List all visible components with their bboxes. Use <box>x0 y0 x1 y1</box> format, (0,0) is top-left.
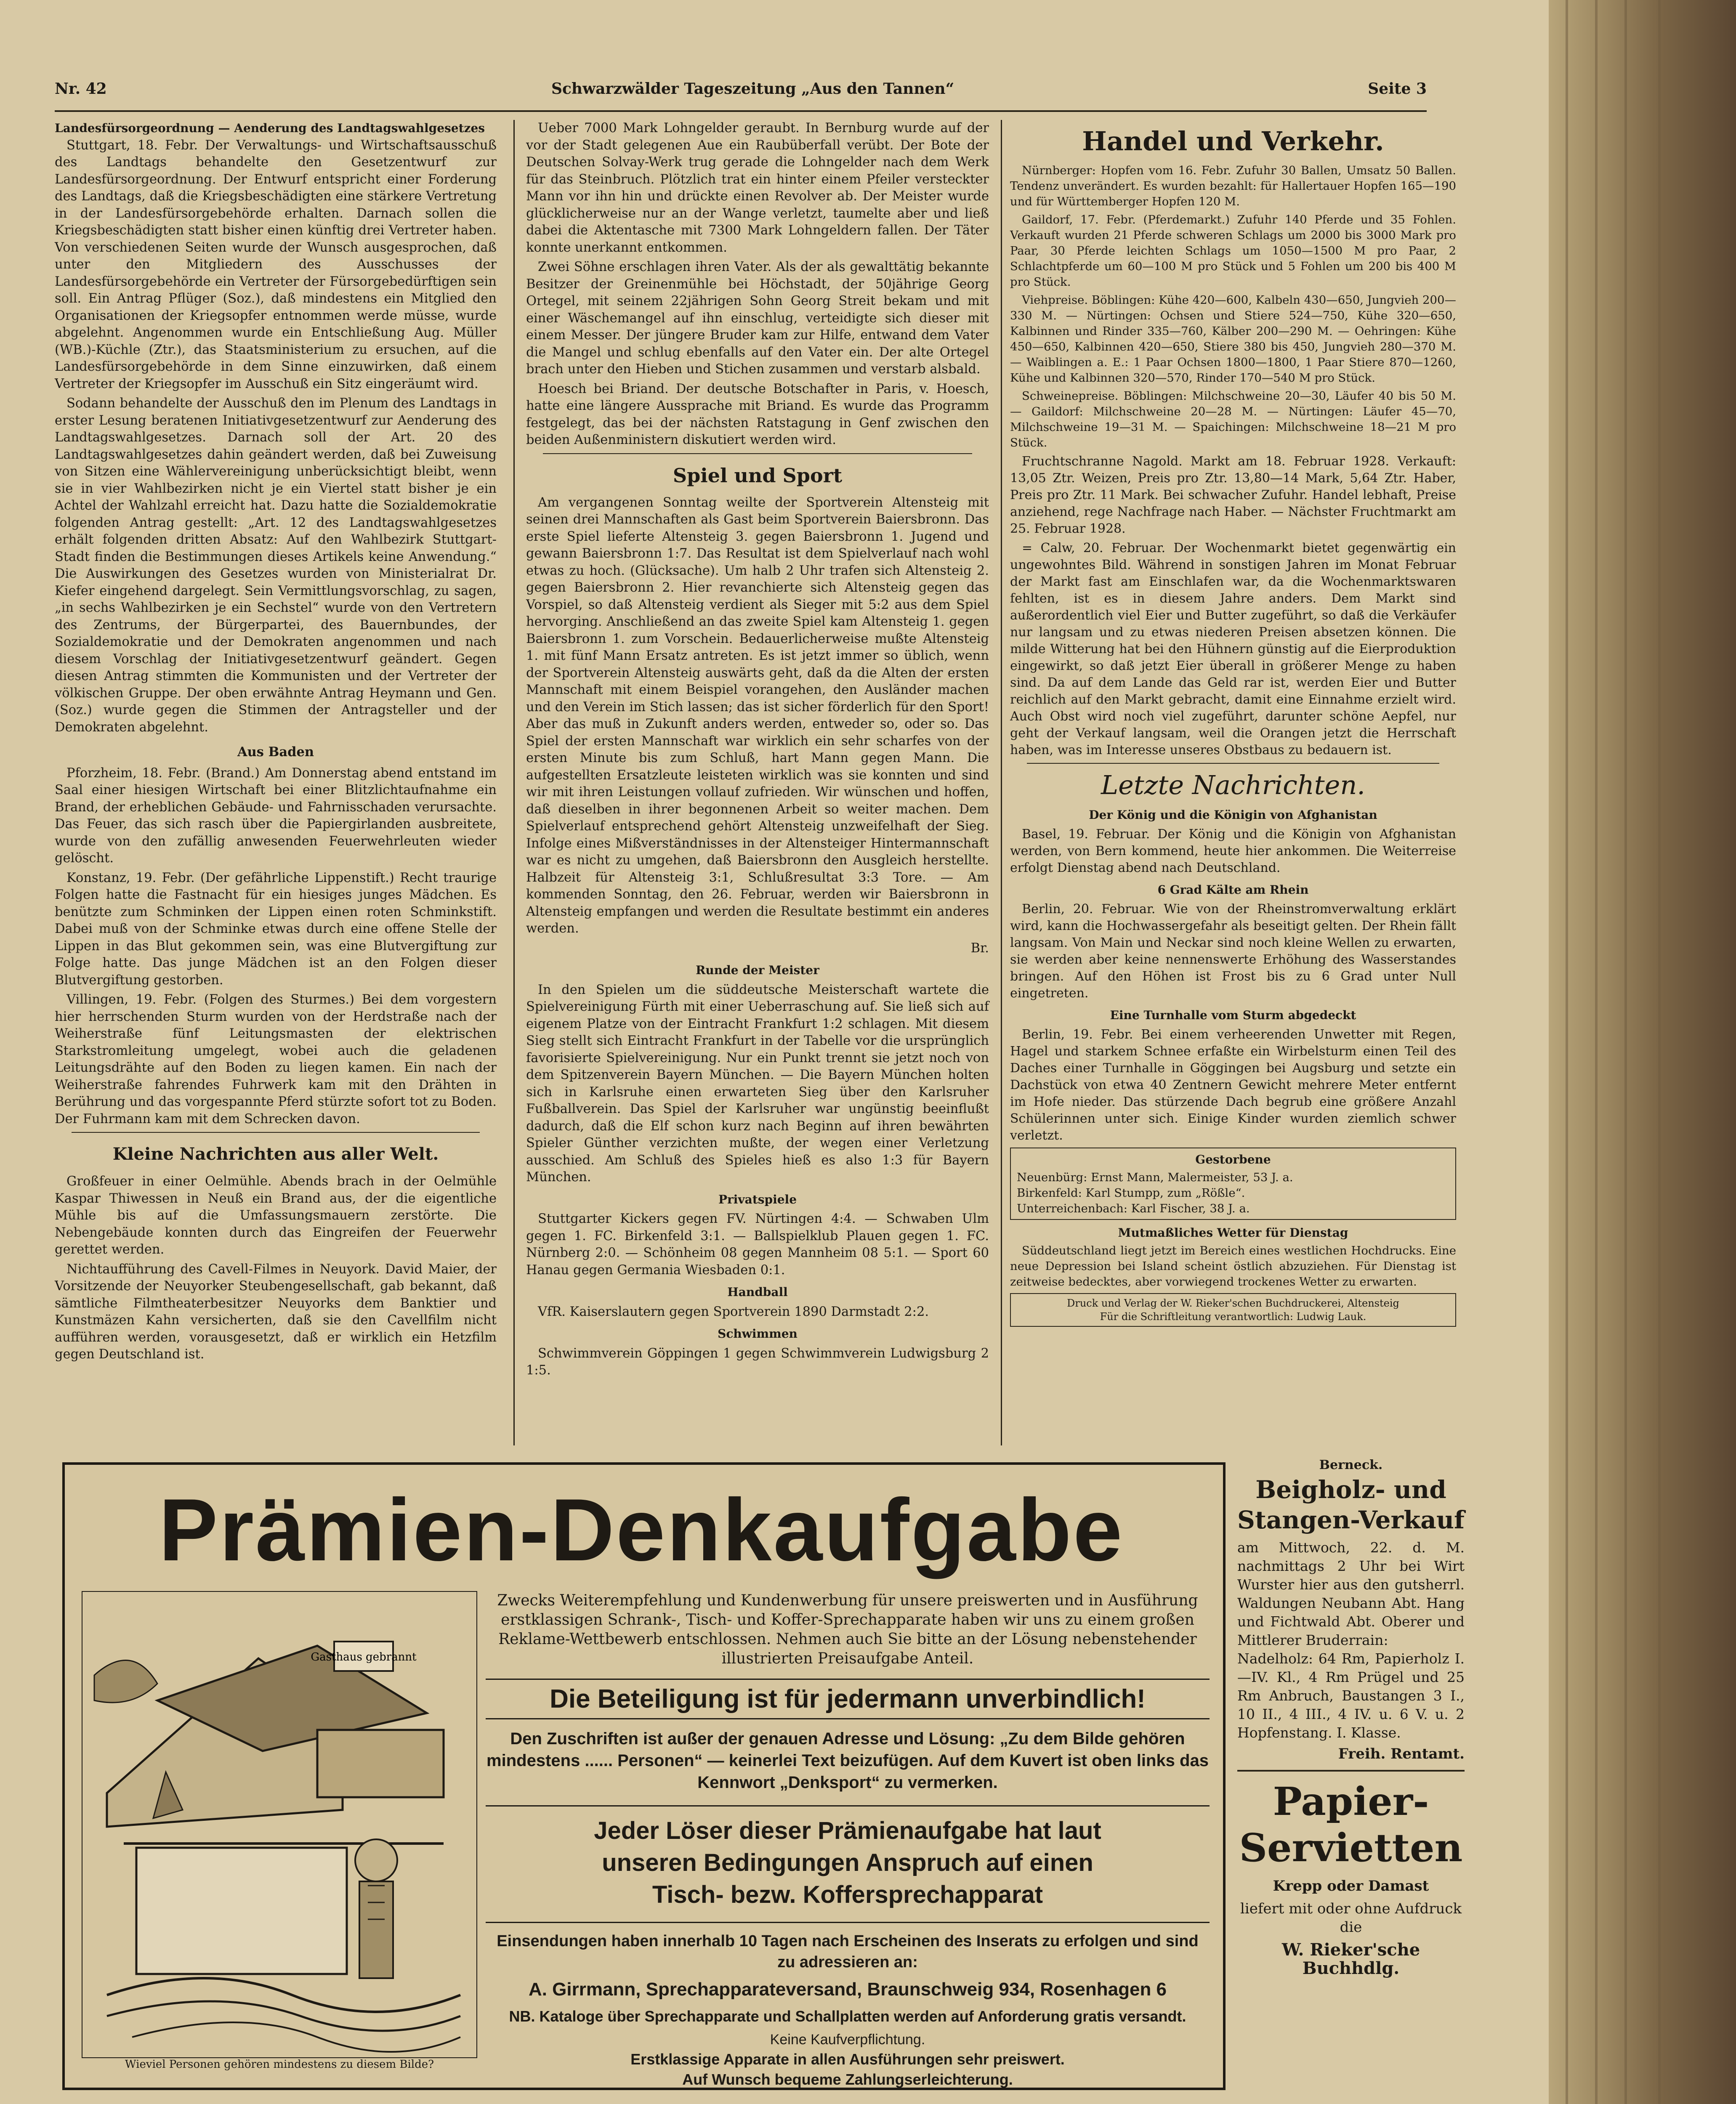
article-paragraph: In den Spielen um die süddeutsche Meisterschaft wartete die Spielvereinigung Fürth mit einer Ueberraschung auf. Sie ließ sich auf eigenem Platze von der Eintracht Frankfurt 1:2 schlagen. Mit diesem Sieg stellt sich Eintracht Frankfurt in der Tabelle vor die ursprünglich favorisierte Spielvereinigung. Nur ein Punkt trennt sie jetzt noch von dem Spitzenverein Bayern München. — Die Bayern München holten sich in Karlsruhe einen erwarteten Sieg über den Karlsruher Fußballverein. Das Spiel der Karlsruher war ungünstig beeinflußt dadurch, daß die Elf schon kurz nach Beginn auf ihren bewährten Spieler Günther verzichten mußte, der wegen einer Verletzung ausschied. Am Schluß des Spieles hieß es also 1:3 für Bayern München. <box>526 982 989 1185</box>
news-paragraph: Berlin, 20. Februar. Wie von der Rheinstromverwaltung erklärt wird, kann die Hochwassergefahr als beseitigt gelten. Der Rhein fällt langsam. Von Main und Neckar sind noch kleine Wellen zu erwarten, sie werden aber keine nennenswerte Erhöhung des Wasserstandes bringen. Auf den Höhen ist Frost bis zu 6 Grad unter Null eingetreten. <box>1010 902 1456 1001</box>
subheading: Runde der Meister <box>696 963 819 977</box>
divider <box>72 1132 480 1133</box>
section-heading: Handel und Verkehr. <box>1082 126 1384 157</box>
ad-firm: W. Rieker'sche Buchhdlg. <box>1281 1940 1420 1978</box>
ad-title: Servietten <box>1239 1825 1463 1870</box>
subheading: Handball <box>727 1285 788 1299</box>
imprint <box>1010 1293 1456 1327</box>
article-paragraph: Zwei Söhne erschlagen ihren Vater. Als der als gewalttätig bekannte Besitzer der Greinenmühle bei Höchstadt, der 50jährige Georg Ortegel, mit seinem 22jährigen Sohn Georg Streit bekam und mit einer Wäschemangel auf ihn einschlug, verteidigte sich dieser mit einem Messer. Der jüngere Bruder kam zur Hilfe, entwand dem Vater die Mangel und schlug ebenfalls auf den Vater ein. Der alte Ortegel brach unter den Hieben und Stichen zusammen und verstarb alsbald. <box>526 260 989 377</box>
ad-title: Papier- <box>1273 1779 1429 1824</box>
market-paragraph: Nürnberger: Hopfen vom 16. Febr. Zufuhr 30 Ballen, Umsatz 50 Ballen. Tendenz unverändert. Es wurden bezahlt: für Hallertauer Hopfen 165—190 und für Württemberger Hopfen 120 M. <box>1010 164 1456 208</box>
weather-paragraph: Süddeutschland liegt jetzt im Bereich eines westlichen Hochdrucks. Eine neue Depression bei Island scheint östlich abzuziehen. Für Dienstag ist zeitweise bedecktes, aber vorwiegend trockenes Wetter zu erwarten. <box>1010 1244 1456 1288</box>
article-paragraph: Pforzheim, 18. Febr. (Brand.) Am Donnerstag abend entstand im Saal einer hiesigen Wirtschaft bei einer Blitzlichtaufnahme ein Brand, der erheblichen Gebäude- und Fahrnisschaden verursachte. Das Feuer, das sich rasch über die Papiergirlanden ausbreitete, wurde von den zufällig anwesenden Feuerwehrleuten wieder gelöscht. <box>55 765 497 866</box>
subheading: Schwimmen <box>718 1327 798 1341</box>
market-paragraph: Fruchtschranne Nagold. Markt am 18. Februar 1928. Verkauft: 13,05 Ztr. Weizen, Preis pro Ztr. 13,80—14 Mark, 5,64 Ztr. Haber, Preis pro Ztr. 11 Mark. Bei schwacher Zufuhr. Handel lebhaft, Preise anziehend, rege Nachfrage nach Haber. — Nächster Fruchtmarkt am 25. Februar 1928. <box>1010 454 1456 536</box>
section-heading: Aus Baden <box>237 744 314 760</box>
market-paragraph: Viehpreise. Böblingen: Kühe 420—600, Kalbeln 430—650, Jungvieh 200—330 M. — Nürtingen: Ochsen und Stiere 524—750, Kühe 320—650, Kalbinnen und Rinder 335—760, Kälber 200—290 M. — Oehringen: Kühe 450—650, Kalbinnen 420—650, Stiere 380 bis 450, Jungvieh 280—370 M. — Waiblingen a. E.: 1 Paar Ochsen 1800—1800, 1 Paar Stiere 870—1260, Kühe und Kalbinnen 320—570, Rinder 170—540 M pro Stück. <box>1010 293 1456 385</box>
ad-text: am Mittwoch, 22. d. M. nachmittags 2 Uhr bei Wirt Wurster hier aus den gutsherrl. Waldungen Neubann Abt. Hang und Fichtwald Abt. Oberer und Mittlerer Bruderrain: <box>1237 1539 1465 1648</box>
header-rule <box>55 110 1427 112</box>
ad-text: liefert mit oder ohne Aufdruck die <box>1240 1900 1462 1936</box>
page-stack-line <box>1624 0 1627 2104</box>
ad-text: Krepp oder Damast <box>1273 1878 1429 1894</box>
ad-intro: Zwecks Weiterempfehlung und Kundenwerbung für unsere preiswerten und in Ausführung erstklassigen Schrank-, Tisch- und Koffer-Sprechapparate haben wir uns zu einem großen Reklame-Wettbewerb entschlossen. Nehmen auch Sie bitte an der Lösung nebenstehender illustrierten Preisaufgabe Anteil. <box>497 1592 1198 1667</box>
advertisement-holzverkauf <box>1237 1456 1465 1978</box>
market-paragraph: Gaildorf, 17. Febr. (Pferdemarkt.) Zufuhr 140 Pferde und 35 Fohlen. Verkauft wurden 21 Pferde schweren Schlags um 2000 bis 3000 Mark pro Paar, 30 Pferde leichten Schlags um 1050—1500 M pro Paar, 2 Schlachtpferde um 60—100 M pro Stück und 5 Fohlen um 200 bis 400 M pro Stück. <box>1010 213 1456 289</box>
author-sign: Br. <box>970 940 989 956</box>
article-paragraph: Nichtaufführung des Cavell-Filmes in Neuyork. David Maier, der Vorsitzende der Neuyorker Steubengesellschaft, gab bekannt, daß sämtliche Filmtheaterbesitzer Neuyorks dem Banktier und Kunstmäzen Kahn versicherten, daß sie den Cavellfilm nicht aufführen werden, vorausgesetzt, daß er wirklich ein Hetzfilm gegen Deutschland ist. <box>55 1262 497 1362</box>
section-heading: Kleine Nachrichten aus aller Welt. <box>112 1144 439 1164</box>
column-1 <box>55 120 497 1366</box>
page-stack-line <box>1692 0 1694 2104</box>
article-paragraph: Großfeuer in einer Oelmühle. Abends brach in der Oelmühle Kaspar Thiwessen in Neuß ein Brand aus, der die eigentliche Mühle bis auf die Umfassungsmauern zerstörte. Die Nebengebäude konnten durch das Eingreifen der Feuerwehr gerettet werden. <box>55 1174 497 1257</box>
article-paragraph: Ueber 7000 Mark Lohngelder geraubt. In Bernburg wurde auf der vor der Stadt gelegenen Aue ein Raubüberfall verübt. Der Bote der Deutschen Solvay-Werk trug gerade die Lohngelder nach dem Werk für das Steinbruch. Plötzlich trat ein hinter einem Pfeiler versteckter Mann vor ihn hin und drückte einen Revolver ab. Der Meister wurde glücklicherweise nur an der Wange verletzt, taumelte aber und ließ dabei die Aktentasche mit 7300 Mark Lohngeldern fallen. Der Täter konnte unerkannt entkommen. <box>526 121 989 255</box>
subheading: Der König und die Königin von Afghanistan <box>1089 808 1377 822</box>
subheading: Privatspiele <box>718 1192 797 1206</box>
puzzle-question: Wieviel Personen gehören mindestens zu diesem Bilde? <box>125 2058 434 2071</box>
masthead: Schwarzwälder Tageszeitung „Aus den Tannen“ <box>551 80 954 98</box>
ad-prize-line: Jeder Löser dieser Prämienaufgabe hat laut <box>486 1805 1210 1847</box>
page-number: Seite 3 <box>1368 80 1427 98</box>
ad-rules: Den Zuschriften ist außer der genauen Adresse und Lösung: „Zu dem Bilde gehören mindestens ...... Personen“ — keinerlei Text beizufügen. Auf dem Kuvert ist oben links das Kennwort „Denksport“ zu vermerken. <box>487 1729 1209 1792</box>
ad-prize-line: unseren Bedingungen Anspruch auf einen <box>602 1849 1093 1876</box>
ad-address: A. Girrmann, Sprechapparateversand, Braunschweig 934, Rosenhagen 6 <box>528 1979 1167 2000</box>
inn-sign: Gasthaus gebrannt <box>311 1651 417 1663</box>
article-paragraph: Villingen, 19. Febr. (Folgen des Sturmes.) Bei dem vorgestern hier herrschenden Sturm wurden von der Herdstraße nach der Weiherstraße fünf Leitungsmasten der elektrischen Starkstromleitung umgelegt, wobei auch die geladenen Leitungsdrähte auf den Boden zu liegen kamen. Ein nach der Weiherstraße fahrendes Fuhrwerk kam mit den Drähten in Berührung und das vorgespannte Pferd stürzte sofort tot zu Boden. Der Fuhrmann kam mit dem Schrecken davon. <box>55 992 497 1126</box>
obituary-line: Neuenbürg: Ernst Mann, Malermeister, 53 J. a. <box>1017 1171 1293 1184</box>
page-stack-line <box>1595 0 1598 2104</box>
article-paragraph: Schwimmverein Göppingen 1 gegen Schwimmverein Ludwigsburg 2 1:5. <box>526 1346 989 1378</box>
article-paragraph: Sodann behandelte der Ausschuß den im Plenum des Landtags in erster Lesung beratenen Initiativgesetzentwurf zur Aenderung des Landtagswahlgesetzes. Darnach soll der Art. 20 des Landtagswahlgesetzes dahin geändert werden, daß bei Zuweisung von Sitzen eine Wählervereinigung unberücksichtigt bleibt, wenn sie in vier Wahlbezirken nicht je ein Viertel statt bisher je ein Achtel der Wahlzahl erreicht hat. Dazu hatte die Sozialdemokratie folgenden Antrag gestellt: „Art. 12 des Landtagswahlgesetzes erhält folgenden dritten Absatz: Auf den Wahlbezirk Stuttgart-Stadt finden die Bestimmungen dieses Artikels keine Anwendung.“ Die Auswirkungen des Gesetzes wurden von Ministerialrat Dr. Kiefer eingehend dargelegt. Sein Vermittlungsvorschlag, zu sagen, „in sechs Wahlbezirken je ein Sechstel“ wurde von den Vertretern des Zentrums, der Bürgerpartei, des Bauernbundes, der Sozialdemokratie und der Demokraten angenommen und nach diesem Vorschlag der Initiativgesetzentwurf geändert. Gegen diesen Antrag stimmten die Kommunisten und der Vertreter der völkischen Gruppe. Der oben erwähnte Antrag Heymann und Gen. (Soz.) wurde gegen die Stimmen der Antragsteller und der Demokraten abgelehnt. <box>55 396 497 735</box>
subheading: 6 Grad Kälte am Rhein <box>1157 883 1309 897</box>
news-paragraph: Basel, 19. Februar. Der König und die Königin von Afghanistan werden, von Bern kommend, heute hier ankommen. Die Weiterreise erfolgt Dienstag abend nach Deutschland. <box>1010 827 1456 875</box>
ad-text: Nadelholz: 64 Rm, Papierholz I.—IV. Kl., 4 Rm Prügel und 25 Rm Anbruch, Baustangen 3 I., 10 II., 4 III., 4 IV. u. 6 V. u. 2 Hopfenstang. I. Klasse. <box>1237 1650 1465 1741</box>
divider <box>1237 1770 1465 1772</box>
ad-note: Auf Wunsch bequeme Zahlungserleichterung. <box>682 2071 1013 2088</box>
obituary-line: Birkenfeld: Karl Stumpp, zum „Rößle“. <box>1017 1186 1245 1200</box>
ad-title: Prämien-Denkaufgabe <box>159 1480 1124 1579</box>
market-paragraph: Schweinepreise. Böblingen: Milchschweine 20—30, Läufer 40 bis 50 M. — Gaildorf: Milchschweine 20—28 M. — Nürtingen: Läufer 45—70, Milchschweine 19—31 M. — Spaichingen: Milchschweine 18—21 M pro Stück. <box>1010 389 1456 449</box>
page-stack-line <box>1658 0 1661 2104</box>
divider <box>543 453 972 454</box>
column-rule <box>1001 120 1002 1445</box>
article-paragraph: Hoesch bei Briand. Der deutsche Botschafter in Paris, v. Hoesch, hatte eine längere Aussprache mit Briand. Es wurde das Programm festgelegt, das bei der nächsten Ratstagung in Genf zwischen den beiden Außenministern diskutiert werden wird. <box>526 381 989 447</box>
article-title: Landesfürsorgeordnung — Aenderung des Landtagswahlgesetzes <box>55 121 485 135</box>
obituary-line: Unterreichenbach: Karl Fischer, 38 J. a. <box>1017 1202 1250 1215</box>
ad-note: Erstklassige Apparate in allen Ausführungen sehr preiswert. <box>630 2051 1065 2068</box>
column-3 <box>1010 120 1456 1330</box>
subheading: Eine Turnhalle vom Sturm abgedeckt <box>1110 1008 1356 1022</box>
ad-sign: Freih. Rentamt. <box>1338 1745 1465 1762</box>
section-heading: Spiel und Sport <box>673 464 843 487</box>
imprint-line: Druck und Verlag der W. Rieker'schen Buchdruckerei, Altensteig <box>1067 1297 1399 1309</box>
subheading: Gestorbene <box>1195 1153 1271 1166</box>
ad-headline: Die Beteiligung ist für jedermann unverbindlich! <box>486 1679 1210 1719</box>
ad-body <box>486 1591 1210 2090</box>
article-paragraph: Stuttgart, 18. Febr. Der Verwaltungs- und Wirtschaftsausschuß des Landtags behandelte den Gesetzentwurf zur Landesfürsorgeordnung. Der Entwurf entspricht einer Forderung des Landtags, daß die Kriegsbeschädigten eine stärkere Vertretung in der Landesfürsorgebehörde erhalten. Darnach sollen die Kriegsbeschädigten statt bisher einen künftig drei Vertreter haben. Von verschiedenen Seiten wurde der Wunsch ausgesprochen, daß unter den Mitgliedern des Ausschusses der Landesfürsorgebehörde ein Vertreter der Fürsorgebedürftigen sein soll. Ein Antrag Pflüger (Soz.), daß mindestens ein Mitglied den Organisationen der Kriegsopfer entnommen werde müsse, wurde abgelehnt. Angenommen wurde ein Entschließung Aug. Müller (WB.)-Küchle (Ztr.), das Staatsministerium zu ersuchen, auf die Landesfürsorgebehörde in dem Sinne einzuwirken, daß einem Vertreter der Kriegsopfer im Ausschuß ein Sitz eingeräumt wird. <box>55 138 497 391</box>
imprint-line: Für die Schriftleitung verantwortlich: Ludwig Lauk. <box>1100 1311 1366 1323</box>
article-paragraph: Stuttgarter Kickers gegen FV. Nürtingen 4:4. — Schwaben Ulm gegen 1. FC. Birkenfeld 3:1. — Ballspielklub Plauen gegen 1. FC. Nürnberg 2:0. — Schönheim 08 gegen Mannheim 08 5:1. — Sport 60 Hanau gegen Germania Wiesbaden 0:1. <box>526 1211 989 1278</box>
article-paragraph: VfR. Kaiserslautern gegen Sportverein 1890 Darmstadt 2:2. <box>538 1304 929 1319</box>
ad-note: Keine Kaufverpflichtung. <box>770 2032 925 2048</box>
market-paragraph: = Calw, 20. Februar. Der Wochenmarkt bietet gegenwärtig ein ungewohntes Bild. Während in sonstigen Jahren im Monat Februar der Markt fast am Einschlafen war, da die Wochenmarktswaren fehlten, ist es in diesem Jahre anders. Dem Markt sind außerordentlich viel Eier und Butter zugeführt, so daß die Verkäufer nur langsam und zu etwas niederen Preisen absetzen können. Die milde Witterung hat bei den Hühnern günstig auf die Eierproduktion eingewirkt, so daß jetzt Eier überall in größerer Menge zu haben sind. Da auf dem Lande das Geld rar ist, werden Eier und Butter reichlich auf den Markt gebracht, damit eine Einnahme erzielt wird. Auch Obst wird noch viel zugeführt, darunter schöne Aepfel, nur geht der Verkauf langsam, weil die Orangen jetzt die Herrschaft haben, was im Interesse unseres Obstbaus zu bedauern ist. <box>1010 541 1456 757</box>
article-paragraph: Konstanz, 19. Febr. (Der gefährliche Lippenstift.) Recht traurige Folgen hatte die Fastnacht für ein hiesiges junges Mädchen. Es benützte zum Schminken der Lippen einen roten Schminkstift. Dabei muß von der Schminke etwas durch eine offene Stelle der Lippen in das Blut gekommen sein, was eine Blutvergiftung zur Folge hatte. Das junge Mädchen ist an den Folgen dieser Blutvergiftung gestorben. <box>55 870 497 988</box>
article-paragraph: Am vergangenen Sonntag weilte der Sportverein Altensteig mit seinen drei Mannschaften als Gast beim Sportverein Baiersbronn. Das erste Spiel lieferte Altensteig 3. gegen Baiersbronn 1. Jugend und gewann Baiersbronn 1:7. Das Resultat ist dem Spielverlauf nach wohl etwas zu hoch. (Glücksache). Um halb 2 Uhr trafen sich Altensteig 2. gegen Baiersbronn 2. Hier revanchierte sich Altensteig gegen das Vorspiel, so daß Altensteig verdient als Sieger mit 5:2 aus dem Spiel hervorging. Anschließend an das zweite Spiel kam Altensteig 1. gegen Baiersbronn 1. zum Vorschein. Bedauerlicherweise mußte Altensteig 1. mit fünf Mann Ersatz antreten. Es ist jetzt immer so üblich, wenn der Sportverein Altensteig auswärts geht, daß da die Alten der ersten Mannschaft mit einem Beispiel vorangehen, den Ausländer machen und den Verein im Stich lassen; das ist sicher förderlich für den Sport! Aber das muß in Zukunft anders werden, entweder so, oder so. Das Spiel der ersten Mannschaft war wirklich ein sehr scharfes von der ersten Minute bis zum Schluß, hart Mann gegen Mann. Die aufgestellten Ersatzleute leisteten wirklich was sie konnten und sind wir mit ihren Leistungen vollauf zufrieden. Wir wünschen und hoffen, daß dieselben in ihrer begonnenen Arbeit so weiter machen. Dem Spielverlauf entsprechend gehört Altensteig unzweifelhaft der Sieg. Infolge eines Mißverständnisses in der Altensteiger Hintermannschaft war es nicht zu umgehen, daß Baiersbronn den Ausgleich herstellte. Halbzeit für Altensteig 3:1, Schlußresultat 3:3 Tore. — Am kommenden Sonntag, den 26. Februar, werden wir Baiersbronn in Altensteig empfangen und werden die Resultate bestimmt ein anderes werden. <box>526 495 989 936</box>
column-2 <box>526 120 989 1382</box>
ad-title: Beigholz- und <box>1255 1475 1446 1504</box>
ad-title: Stangen-Verkauf <box>1237 1506 1465 1534</box>
page-stack-line <box>1566 0 1568 2104</box>
ad-nb: NB. Kataloge über Sprechapparate und Schallplatten werden auf Anforderung gratis versandt. <box>509 2008 1186 2025</box>
ad-prize-line: Tisch- bezw. Koffersprechapparat <box>652 1881 1043 1908</box>
book-edge <box>1549 0 1736 2104</box>
column-rule <box>513 120 515 1445</box>
section-heading: Letzte Nachrichten. <box>1101 770 1365 800</box>
ad-deadline: Einsendungen haben innerhalb 10 Tagen nach Erscheinen des Inserats zu erfolgen und sind zu adressieren an: <box>486 1922 1210 1973</box>
subheading: Mutmaßliches Wetter für Dienstag <box>1118 1226 1348 1240</box>
ad-place: Berneck. <box>1319 1458 1383 1472</box>
divider <box>1027 763 1439 764</box>
advertisement-praemien <box>62 1462 1226 2090</box>
issue-number: Nr. 42 <box>55 80 107 98</box>
puzzle-illustration <box>82 1591 477 2058</box>
obituary-box <box>1010 1148 1456 1220</box>
news-paragraph: Berlin, 19. Febr. Bei einem verheerenden Unwetter mit Regen, Hagel und starkem Schnee erfaßte ein Wirbelsturm einen Teil des Daches einer Turnhalle in Göggingen bei Augsburg und setzte ein Dachstück von etwa 40 Zentnern Gewicht mehrere Meter entfernt im Hofe nieder. Das stürzende Dach begrub eine größere Anzahl Schülerinnen unter sich. Einige Kinder wurden ziemlich schwer verletzt. <box>1010 1027 1456 1143</box>
running-header <box>55 80 1427 105</box>
